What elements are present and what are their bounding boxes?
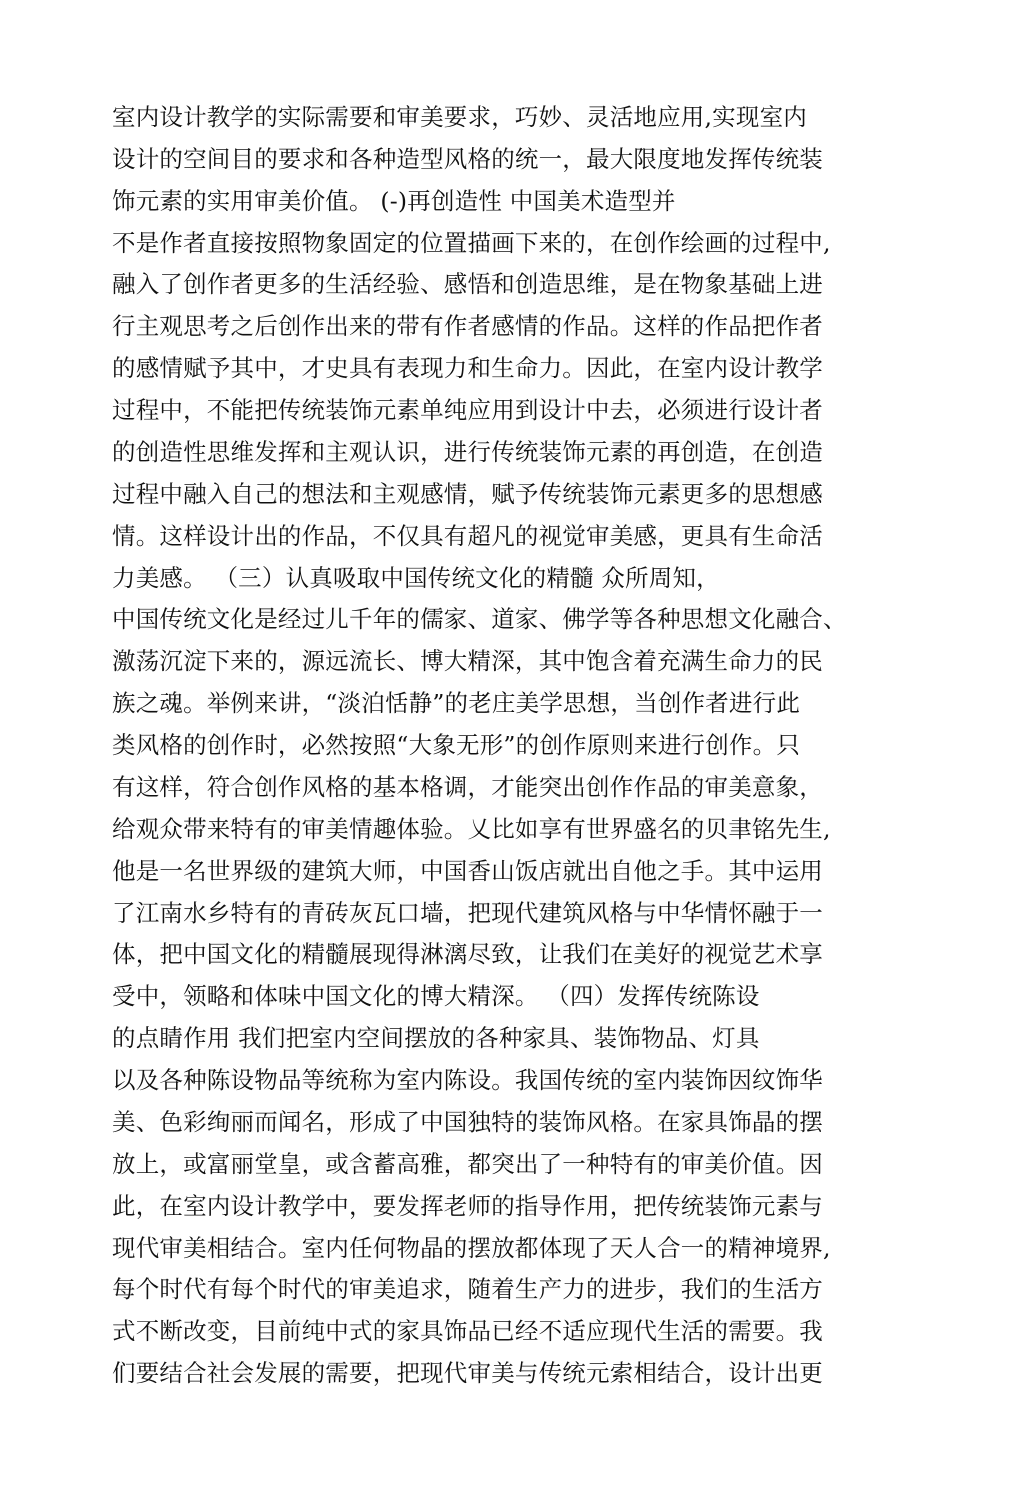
text-line: 美、色彩绚丽而闻名，形成了中国独特的装饰风格。在家具饰晶的摆 bbox=[112, 1108, 823, 1136]
text-line: 的点睛作用 我们把室内空间摆放的各种家具、装饰物品、灯具 bbox=[112, 1024, 760, 1052]
text-line: 以及各种陈设物品等统称为室内陈设。我国传统的室内装饰因纹饰华 bbox=[112, 1066, 823, 1094]
text-line: 力美感。 （三）认真吸取中国传统文化的精髓 众所周知， bbox=[112, 564, 720, 592]
text-line: 不是作者直接按照物象固定的位置描画下来的，在创作绘画的过程中, bbox=[112, 229, 831, 257]
text-line: 激荡沉淀下来的，源远流长、博大精深，其中饱含着充满生命力的民 bbox=[112, 647, 823, 675]
text-line: 有这样，符合创作风格的基本格调，才能突出创作作品的审美意象， bbox=[112, 773, 823, 801]
text-line: 的感情赋予其中，才史具有表现力和生命力。因此，在室内设计教学 bbox=[112, 354, 823, 382]
text-line: 融入了创作者更多的生活经验、感悟和创造思维，是在物象基础上进 bbox=[112, 270, 823, 298]
text-line: 族之魂。举例来讲，“淡泊恬静”的老庄美学思想，当创作者进行此 bbox=[112, 689, 801, 717]
text-line: 放上，或富丽堂皇，或含蓄高雅，都突出了一种特有的审美价值。因 bbox=[112, 1150, 823, 1178]
text-line: 的创造性思维发挥和主观认识，进行传统装饰元素的再创造，在创造 bbox=[112, 438, 823, 466]
text-line: 情。这样设计出的作品，不仅具有超凡的视觉审美感，更具有生命活 bbox=[112, 522, 823, 550]
text-line: 过程中融入自己的想法和主观感情，赋予传统装饰元素更多的思想感 bbox=[112, 480, 823, 508]
text-line: 此，在室内设计教学中，要发挥老师的指导作用，把传统装饰元素与 bbox=[112, 1192, 823, 1220]
text-line: 设计的空间目的要求和各种造型风格的统一，最大限度地发挥传统装 bbox=[112, 145, 823, 173]
text-line: 类风格的创作时，必然按照“大象无形”的创作原则来进行创作。只 bbox=[112, 731, 801, 759]
text-line: 给观众带来特有的审美情趣体验。乂比如享有世界盛名的贝聿铭先生, bbox=[112, 815, 831, 843]
text-line: 饰元素的实用审美价值。 (-)再创造性 中国美术造型并 bbox=[112, 187, 676, 215]
text-line: 们要结合社会发展的需要，把现代审美与传统元索相结合，设计出更 bbox=[112, 1359, 823, 1387]
text-line: 中国传统文化是经过儿千年的儒家、道家、佛学等各种思想文化融合、 bbox=[112, 605, 847, 633]
text-line: 室内设计教学的实际需要和审美要求，巧妙、灵活地应用,实现室内 bbox=[112, 103, 807, 131]
text-line: 过程中，不能把传统装饰元素单纯应用到设计中去，必须进行设计者 bbox=[112, 396, 823, 424]
text-line: 每个时代有每个时代的审美追求，随着生产力的进步，我们的生活方 bbox=[112, 1275, 823, 1303]
text-line: 体，把中国文化的精髓展现得淋漓尽致，让我们在美好的视觉艺术享 bbox=[112, 940, 823, 968]
text-line: 现代审美相结合。室内任何物晶的摆放都体现了天人合一的精神境界, bbox=[112, 1234, 831, 1262]
text-line: 式不断改变，目前纯中式的家具饰品已经不适应现代生活的需要。我 bbox=[112, 1317, 823, 1345]
text-line: 他是一名世界级的建筑大师，中国香山饭店就出自他之手。其中运用 bbox=[112, 857, 823, 885]
text-line: 了江南水乡特有的青砖灰瓦口墙，把现代建筑风格与中华情怀融于一 bbox=[112, 899, 823, 927]
text-line: 受中，领略和体味中国文化的博大精深。 （四）发挥传统陈设 bbox=[112, 982, 760, 1010]
text-line: 行主观思考之后创作出来的带有作者感情的作品。这样的作品把作者 bbox=[112, 312, 823, 340]
